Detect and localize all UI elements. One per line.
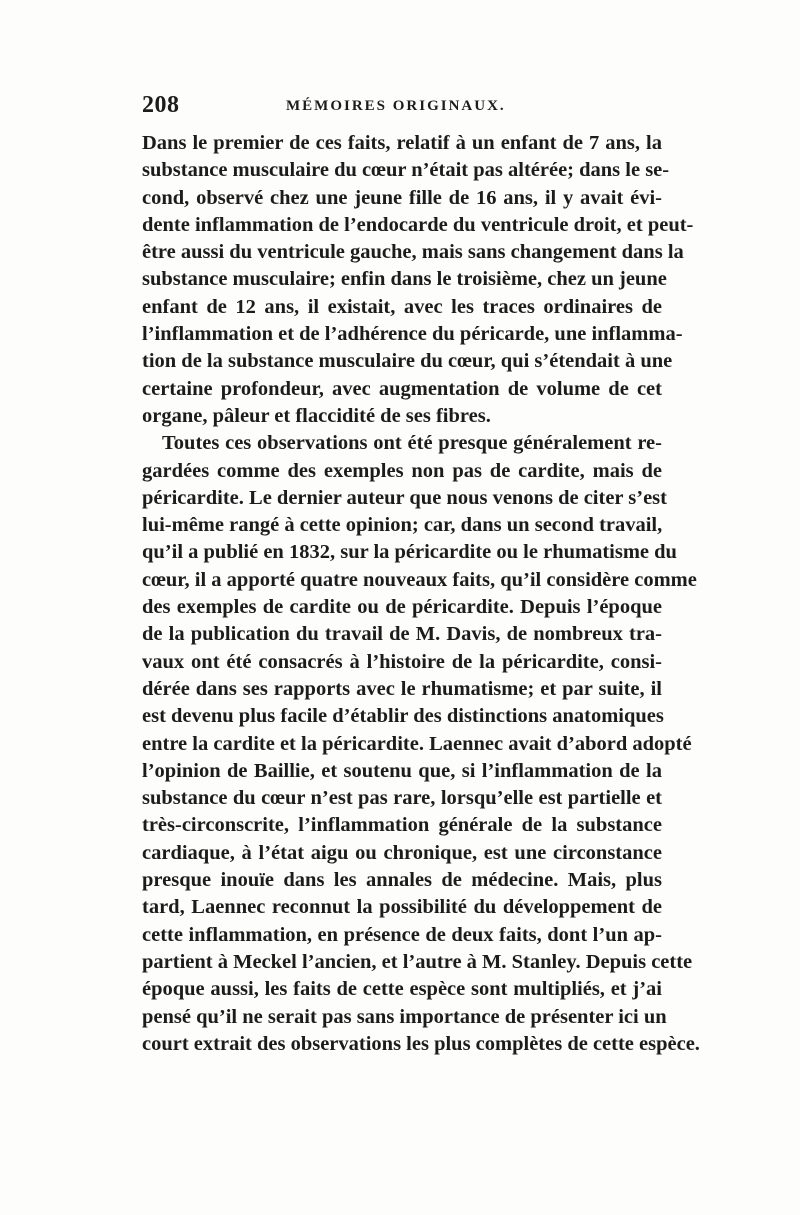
text-line: presque inouïe dans les annales de médecine. Mais, plus xyxy=(142,869,662,892)
text-line: tion de la substance musculaire du cœur, qui s’étendait à une xyxy=(142,350,673,373)
text-line: vaux ont été consacrés à l’histoire de la péricardite, consi- xyxy=(142,650,662,673)
text-line: dérée dans ses rapports avec le rhumatisme; et par suite, il xyxy=(142,677,662,700)
text-line: être aussi du ventricule gauche, mais sans changement dans la xyxy=(142,241,684,264)
text-line: l’inflammation et de l’adhérence du péricarde, une inflamma- xyxy=(142,323,683,346)
text-line: partient à Meckel l’ancien, et l’autre à M. Stanley. Depuis cette xyxy=(142,950,693,973)
text-line: péricardite. Le dernier auteur que nous venons de citer s’est xyxy=(142,486,667,509)
text-line: court extrait des observations les plus complètes de cette espèce. xyxy=(142,1032,700,1055)
text-line: pensé qu’il ne serait pas sans importance de présenter ici un xyxy=(142,1005,667,1028)
text-line: qu’il a publié en 1832, sur la péricardite ou le rhumatisme du xyxy=(142,541,677,564)
text-line: tard, Laennec reconnut la possibilité du développement de xyxy=(142,896,662,919)
text-line: Dans le premier de ces faits, relatif à un enfant de 7 ans, la xyxy=(142,132,662,154)
text-line: cette inflammation, en présence de deux faits, dont l’un ap- xyxy=(142,923,662,946)
text-line: enfant de 12 ans, il existait, avec les traces ordinaires de xyxy=(142,295,662,318)
text-line: substance musculaire du cœur n’était pas altérée; dans le se- xyxy=(142,159,670,182)
text-line: dente inflammation de l’endocarde du ventricule droit, et peut- xyxy=(142,213,694,236)
text-line: de la publication du travail de M. Davis, de nombreux tra- xyxy=(142,623,662,646)
text-line: l’opinion de Baillie, et soutenu que, si l’inflammation de la xyxy=(142,759,662,782)
page-number: 208 xyxy=(142,92,180,118)
text-line: est devenu plus facile d’établir des distinctions anatomiques xyxy=(142,705,664,728)
body-text xyxy=(142,130,700,1058)
page-header xyxy=(142,92,662,122)
text-line: cond, observé chez une jeune fille de 16 ans, il y avait évi- xyxy=(142,186,662,209)
text-line: organe, pâleur et flaccidité de ses fibres. xyxy=(142,404,491,427)
text-line: très-circonscrite, l’inflammation générale de la substance xyxy=(142,814,662,837)
text-line: époque aussi, les faits de cette espèce sont multipliés, et j’ai xyxy=(142,978,662,1001)
text-line: Toutes ces observations ont été presque généralement re- xyxy=(162,432,662,455)
text-line: certaine profondeur, avec augmentation de volume de cet xyxy=(142,377,662,400)
running-head: MÉMOIRES ORIGINAUX. xyxy=(286,98,506,114)
text-line: des exemples de cardite ou de péricardite. Depuis l’époque xyxy=(142,596,662,619)
text-line: substance musculaire; enfin dans le troisième, chez un jeune xyxy=(142,268,667,291)
paragraph-2 xyxy=(142,430,700,1058)
text-line: entre la cardite et la péricardite. Laennec avait d’abord adopté xyxy=(142,732,692,755)
text-line: gardées comme des exemples non pas de cardite, mais de xyxy=(142,459,662,482)
paragraph-1 xyxy=(142,130,694,430)
text-line: cœur, il a apporté quatre nouveaux faits, qu’il considère comme xyxy=(142,568,697,591)
text-line: substance du cœur n’est pas rare, lorsqu’elle est partielle et xyxy=(142,787,662,810)
text-line: lui-même rangé à cette opinion; car, dans un second travail, xyxy=(142,514,663,537)
text-line: cardiaque, à l’état aigu ou chronique, est une circonstance xyxy=(142,841,662,864)
